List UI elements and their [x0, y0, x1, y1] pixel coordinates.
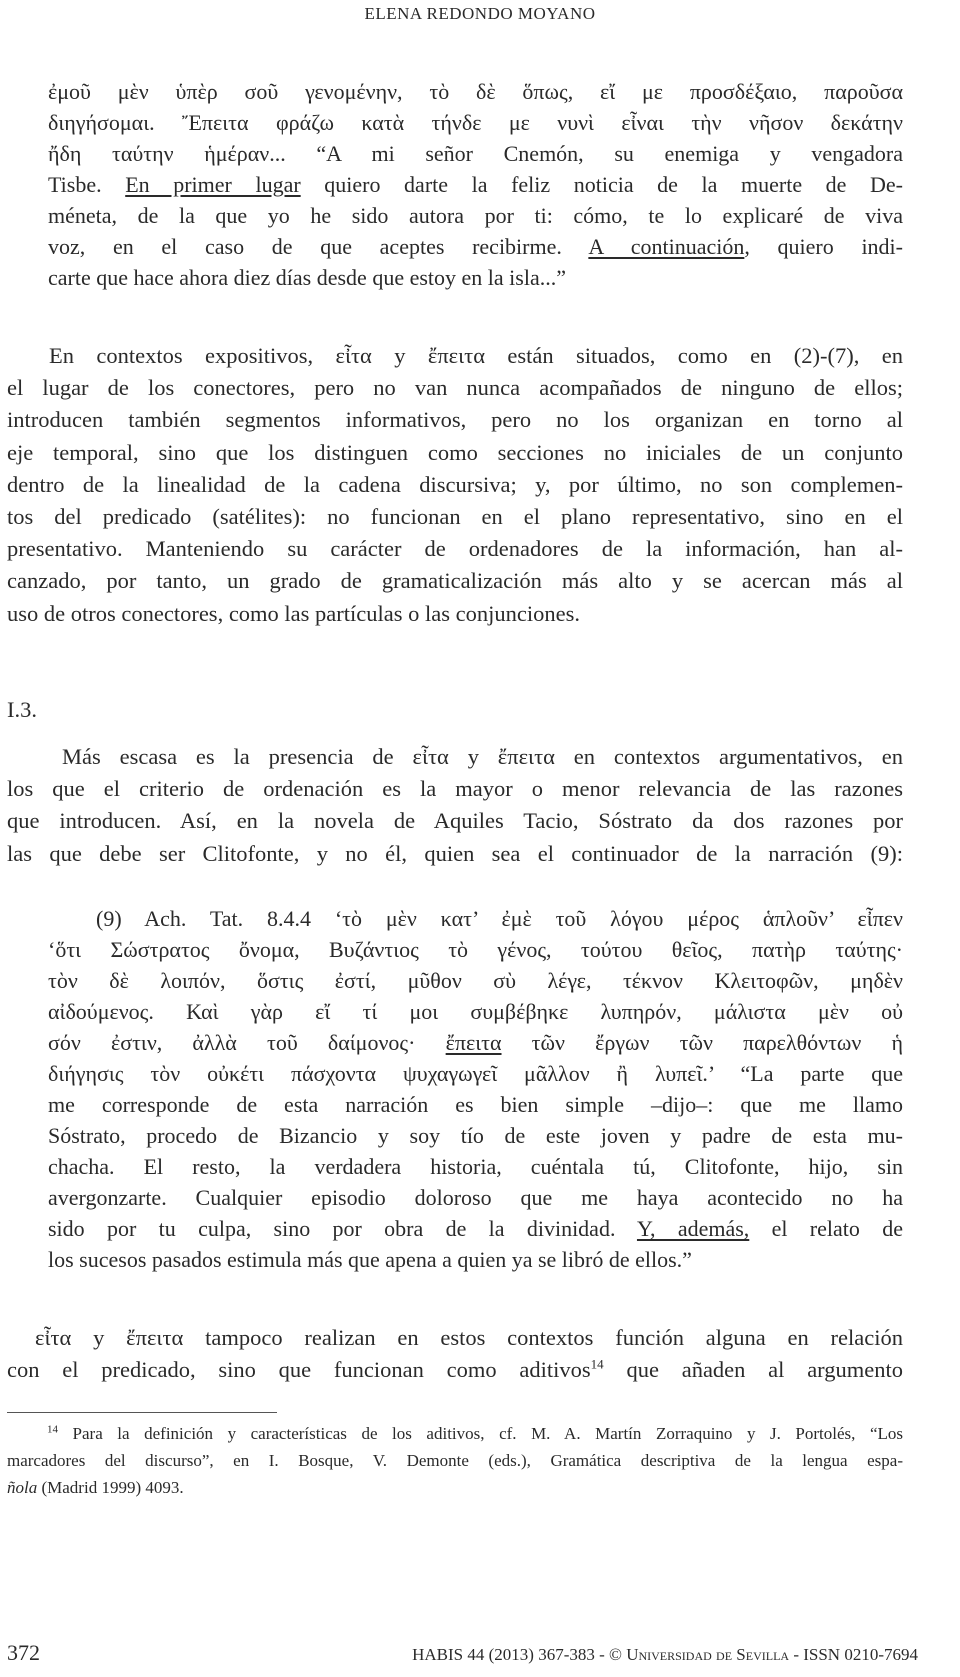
quote-line: me corresponde de esta narración es bien simple –dijo–: que me llamo — [48, 1092, 903, 1117]
quote-line: διηγήσομαι. Ἔπειτα φράζω κατὰ τήνδε με νυνὶ εἶναι τὴν νῆσον δεκάτην — [48, 110, 903, 135]
journal-citation: HABIS 44 (2013) 367-383 - © Universidad de Sevilla - ISSN 0210-7694 — [412, 1645, 918, 1664]
footnote-line: $^{14}$ Para la definición y características de los aditivos, cf. M. A. Martín Zorraquino y J. Portolés, “Los — [47, 1423, 903, 1443]
text-line: uso de otros conectores, como las partículas o las conjunciones. — [7, 600, 580, 626]
footnote-number: 14 — [47, 1423, 58, 1436]
underlined-phrase: En primer lugar — [125, 172, 301, 197]
block-quote-2 — [48, 903, 903, 1275]
paragraph-1 — [7, 340, 903, 630]
quote-line: los sucesos pasados estimula más que apena a quien ya se libró de ellos.” — [48, 1247, 692, 1272]
underlined-phrase: ἔπειτα — [445, 1030, 502, 1055]
quote-line: Sóstrato, procedo de Bizancio y soy tío de este joven y padre de esta mu- — [48, 1123, 903, 1148]
quote-line: ἐμοῦ μὲν ὑπὲρ σοῦ γενομένην, τὸ δὲ ὅπως, εἴ με προσδέξαιο, παροῦσα — [48, 79, 903, 104]
text-line: tos del predicado (satélites): no funcionan en el plano representativo, sino en el — [7, 504, 903, 530]
text-line: los que el criterio de ordenación es la mayor o menor relevancia de las razones — [7, 776, 903, 802]
quote-line: τὸν δὲ λοιπόν, ὅστις ἐστί, μῦθον σὺ λέγε, τέκνον Κλειτοφῶν, μηδὲν — [48, 968, 903, 993]
quote-line: διήγησις τὸν οὐκέτι πάσχοντα ψυχαγωγεῖ μᾶλλον ἢ λυπεῖ.’ “La parte que — [48, 1061, 903, 1086]
quote-line: ‘ὅτι Σώστρατος ὄνομα, Βυζάντιος τὸ γένος, τούτου θεῖος, πατὴρ ταύτης· — [48, 937, 903, 962]
footnote-14 — [7, 1420, 903, 1501]
text-line: εἶτα y ἔπειτα tampoco realizan en estos contextos función alguna en relación — [35, 1325, 903, 1350]
running-head: ELENA REDONDO MOYANO — [364, 4, 596, 23]
text-line: eje temporal, sino que los distinguen como secciones no iniciales de un conjunto — [7, 439, 903, 465]
quote-line: méneta, de la que yo he sido autora por ti: cómo, te lo explicaré de viva — [48, 203, 903, 228]
footnote-rule — [7, 1412, 277, 1413]
text-line: presentativo. Manteniendo su carácter de ordenadores de la información, han al- — [7, 536, 903, 562]
text-line: que introducen. Así, en la novela de Aquiles Tacio, Sóstrato da dos razones por — [7, 808, 903, 834]
paragraph-3 — [7, 1322, 903, 1386]
quote-line: chacha. El resto, la verdadera historia, cuéntala tú, Clitofonte, hijo, sin — [48, 1154, 903, 1179]
text-line: el lugar de los conectores, pero no van nunca acompañados de ninguno de ellos; — [7, 375, 903, 401]
footnote-ref[interactable]: 14 — [590, 1356, 604, 1372]
quote-line: (9) Ach. Tat. 8.4.4 ‘τὸ μὲν κατ’ ἐμὲ τοῦ λόγου μέρος ἁπλοῦν’ εἶπεν — [96, 906, 903, 931]
block-quote-1 — [48, 76, 903, 293]
text-line: introducen también segmentos informativos, pero no los organizan en torno al — [7, 407, 903, 433]
text-line: canzado, por tanto, un grado de gramaticalización más alto y se acercan más al — [7, 568, 903, 594]
paragraph-2 — [7, 741, 903, 870]
quote-line: sido por tu culpa, sino por obra de la divinidad. Y, además, el relato de — [48, 1216, 903, 1241]
underlined-phrase: A continuación — [588, 234, 745, 259]
quote-line: avergonzarte. Cualquier episodio doloroso que me haya acontecido no ha — [48, 1185, 903, 1210]
quote-line: Tisbe. En primer lugar quiero darte la feliz noticia de la muerte de De- — [48, 172, 903, 197]
underlined-phrase: Y, además, — [636, 1216, 750, 1241]
page-number: 372 — [7, 1640, 40, 1665]
quote-line: ἤδη ταύτην ἡμέραν... “A mi señor Cnemón, su enemiga y vengadora — [48, 141, 903, 166]
quote-line: σόν ἐστιν, ἀλλὰ τοῦ δαίμονος· ἔπειτα τῶν ἔργων τῶν παρελθόντων ἡ — [48, 1030, 903, 1055]
text-line: con el predicado, sino que funcionan como aditivos$^{14}$ que añaden al argumento — [7, 1356, 904, 1383]
text-line: las que debe ser Clitofonte, y no él, quien sea el continuador de la narración (9): — [7, 840, 903, 866]
quote-line: αἰδούμενος. Καὶ γὰρ εἴ τί μοι συμβέβηκε λυπηρόν, μάλιστα μὲν οὐ — [48, 999, 903, 1024]
footnote-line: marcadores del discurso”, en I. Bosque, V. Demonte (eds.), Gramática descriptiva de la lengua espa- — [7, 1451, 903, 1470]
section-number: I.3. — [7, 697, 37, 722]
text-line: dentro de la linealidad de la cadena discursiva; y, por último, no son complemen- — [7, 471, 903, 497]
quote-line: carte que hace ahora diez días desde que estoy en la isla...” — [48, 265, 566, 290]
quote-line: voz, en el caso de que aceptes recibirme. A continuación, quiero indi- — [48, 234, 903, 259]
footnote-line: ñola (Madrid 1999) 4093. — [7, 1478, 184, 1497]
text-line: En contextos expositivos, εἶτα y ἔπειτα están situados, como en (2)-(7), en — [49, 343, 903, 368]
text-line: Más escasa es la presencia de εἶτα y ἔπειτα en contextos argumentativos, en — [62, 744, 903, 769]
